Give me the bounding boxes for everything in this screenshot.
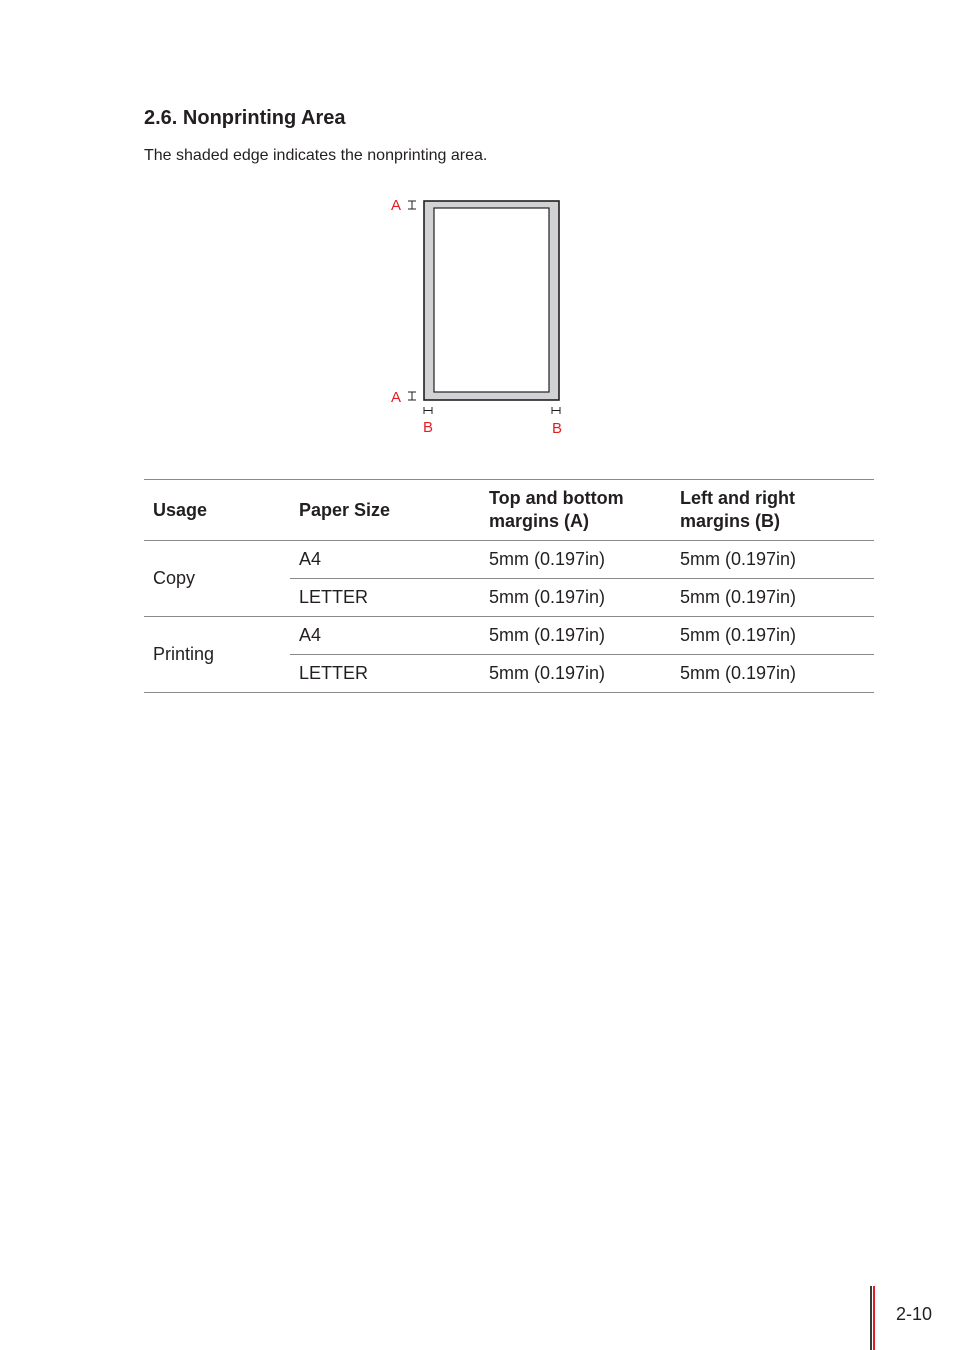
header-top-bottom-margins: Top and bottom margins (A) — [489, 488, 624, 531]
label-a-bottom: A — [391, 389, 402, 406]
b-marker-right-icon — [552, 407, 560, 414]
usage-cell: Copy — [153, 568, 196, 588]
left-right-cell: 5mm (0.197in) — [680, 587, 797, 607]
paper-size-cell: A4 — [299, 625, 322, 645]
top-bottom-cell: 5mm (0.197in) — [489, 663, 606, 683]
section-title: 2.6. Nonprinting Area — [144, 107, 346, 129]
paper-size-cell: A4 — [299, 549, 322, 569]
top-bottom-cell: 5mm (0.197in) — [489, 549, 606, 569]
left-right-cell: 5mm (0.197in) — [680, 549, 797, 569]
a-marker-bottom-icon — [408, 392, 416, 400]
header-paper-size: Paper Size — [299, 499, 391, 520]
label-b-right: B — [552, 420, 563, 437]
label-a-top: A — [391, 197, 402, 214]
printable-area — [434, 208, 549, 392]
top-bottom-cell: 5mm (0.197in) — [489, 625, 606, 645]
b-marker-left-icon — [424, 407, 432, 414]
intro-text: The shaded edge indicates the nonprinting area. — [144, 147, 488, 164]
table-row — [144, 617, 874, 655]
margins-table — [144, 479, 874, 693]
paper-size-cell: LETTER — [299, 587, 369, 607]
nonprinting-area-diagram — [380, 190, 580, 440]
table-header-row — [144, 480, 874, 541]
paper-size-cell: LETTER — [299, 663, 369, 683]
top-bottom-cell: 5mm (0.197in) — [489, 587, 606, 607]
a-marker-top-icon — [408, 201, 416, 209]
footer-divider-red — [873, 1286, 875, 1350]
usage-cell: Printing — [153, 644, 215, 664]
left-right-cell: 5mm (0.197in) — [680, 663, 797, 683]
header-usage: Usage — [153, 499, 208, 520]
label-b-left: B — [423, 419, 434, 436]
table-row — [144, 541, 874, 579]
page-number: 2-10 — [896, 1304, 933, 1324]
footer-divider-dark — [870, 1286, 872, 1350]
left-right-cell: 5mm (0.197in) — [680, 625, 797, 645]
header-left-right-margins: Left and right margins (B) — [680, 488, 795, 531]
